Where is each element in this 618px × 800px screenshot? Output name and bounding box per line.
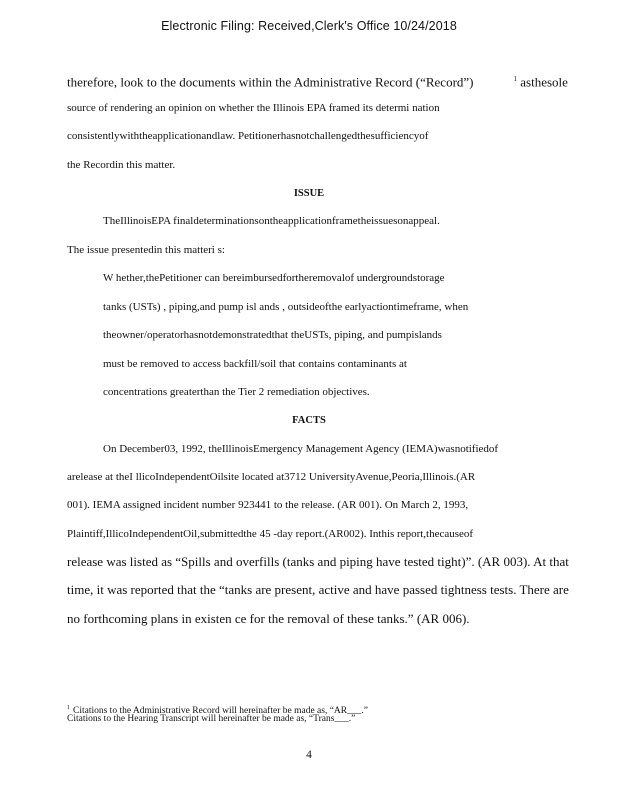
- footnote-1: $^1$ Citations to the Administrative Record will hereinafter be made as, “AR___.”: [67, 705, 368, 717]
- body-line-6: The issue presentedin this matteri s:: [67, 244, 225, 256]
- issue-block-line-2: tanks (USTs) , piping,and pump isl ands , outsideofthe earlyactiontimeframe, when: [103, 301, 469, 313]
- body-line-1: therefore, look to the documents within the Administrative Record (“Record”) $^1$ asthesole: [67, 74, 568, 90]
- footnote-2: Citations to the Hearing Transcript will hereinafter be made as, “Trans___.”: [67, 714, 356, 724]
- body-line-2: source of rendering an opinion on whether the Illinois EPA framed its determi nation: [67, 102, 440, 114]
- body-line-13: arelease at theI llicoIndependentOilsite located at3712 UniversityAvenue,Peoria,Illinois.(AR: [67, 471, 476, 483]
- body-line-4: the Recordin this matter.: [67, 159, 176, 171]
- footnote-ref: 1: [513, 75, 517, 83]
- issue-block-line-4: must be removed to access backfill/soil that contains contaminants at: [103, 358, 407, 370]
- page-number: 4: [306, 749, 312, 761]
- body-line-17: time, it was reported that the “tanks are present, active and have passed tightness tests. There are: [67, 582, 569, 597]
- body-line-14: 001). IEMA assigned incident number 923441 to the release. (AR 001). On March 2, 1993,: [67, 499, 469, 511]
- issue-block-line-5: concentrations greaterthan the Tier 2 remediation objectives.: [103, 386, 370, 398]
- body-line-5: TheIllinoisEPA finaldeterminationsontheapplicationframetheissuesonappeal.: [103, 215, 440, 227]
- body-line-12: On December03, 1992, theIllinoisEmergency Management Agency (IEMA)wasnotifiedof: [103, 443, 499, 455]
- body-line-16: release was listed as “Spills and overfills (tanks and piping have tested tight)”. (AR 003). At that: [67, 554, 569, 569]
- body-line-3: consistentlywiththeapplicationandlaw. Petitionerhasnotchallengedthesufficiencyof: [67, 130, 429, 142]
- body-line-15: Plaintiff,IllicoIndependentOil,submittedthe 45 -day report.(AR002). Inthis report,thecauseof: [67, 528, 474, 540]
- issue-heading: ISSUE: [293, 188, 325, 199]
- body-line-18: no forthcoming plans in existen ce for the removal of these tanks.” (AR 006).: [67, 611, 470, 626]
- footnote-marker: 1: [67, 705, 70, 711]
- filing-stamp-header: Electronic Filing: Received,Clerk's Office 10/24/2018: [161, 19, 457, 33]
- issue-block-line-1: W hether,thePetitioner can bereimbursedfortheremovalof undergroundstorage: [103, 272, 445, 284]
- issue-block-line-3: theowner/operatorhasnotdemonstratedthat theUSTs, piping, and pumpislands: [103, 329, 442, 341]
- facts-heading: FACTS: [292, 415, 326, 426]
